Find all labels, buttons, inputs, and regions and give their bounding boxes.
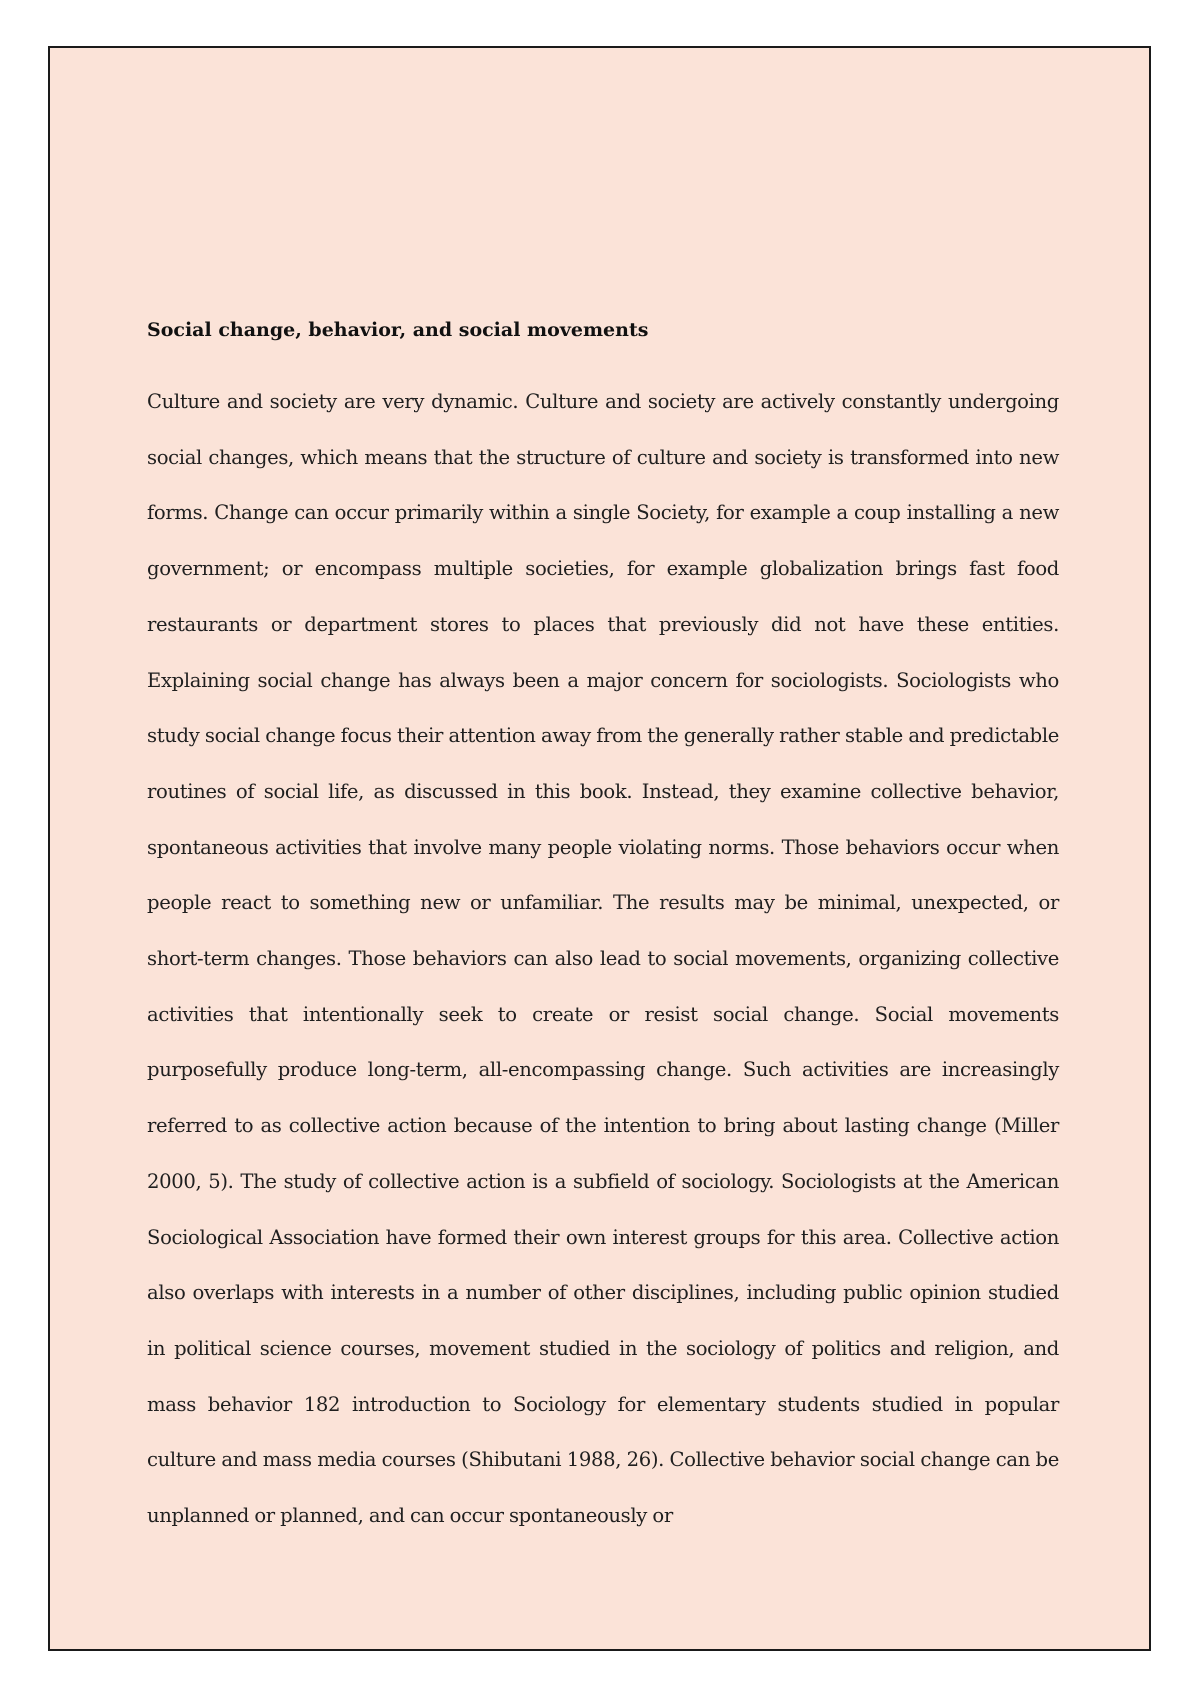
body-paragraph: Culture and society are very dynamic. Culture and society are actively constantly undergoing social changes, which means that the structure of culture and society is transformed into new forms. Change can occur primarily within a single Society, for example a coup installing a new government; or encompass multiple societies, for example globalization brings fast food restaurants or department stores to places that previously did not have these entities. Explaining social change has always been a major concern for sociologists. Sociologists who study social change focus their attention away from the generally rather stable and predictable routines of social life, as discussed in this book. Instead, they examine collective behavior, spontaneous activities that involve many people violating norms. Those behaviors occur when people react to something new or unfamiliar. The results may be minimal, unexpected, or short-term changes. Those behaviors can also lead to social movements, organizing collective activities that intentionally seek to create or resist social change. Social movements purposefully produce long-term, all-encompassing change. Such activities are increasingly referred to as collective action because of the intention to bring about lasting change (Miller 2000, 5). The study of collective action is a subfield of sociology. Sociologists at the American Sociological Association have formed their own interest groups for this area. Collective action also overlaps with interests in a number of other disciplines, including public opinion studied in political science courses, movement studied in the sociology of politics and religion, and mass behavior 182 introduction to Sociology for elementary students studied in popular culture and mass media courses (Shibutani 1988, 26). Collective behavior social change can be unplanned or planned, and can occur spontaneously or xyxy=(147,390,1059,1528)
document-page xyxy=(48,46,1151,1651)
section-heading: Social change, behavior, and social movements xyxy=(147,319,649,341)
document-content xyxy=(147,318,1059,1544)
